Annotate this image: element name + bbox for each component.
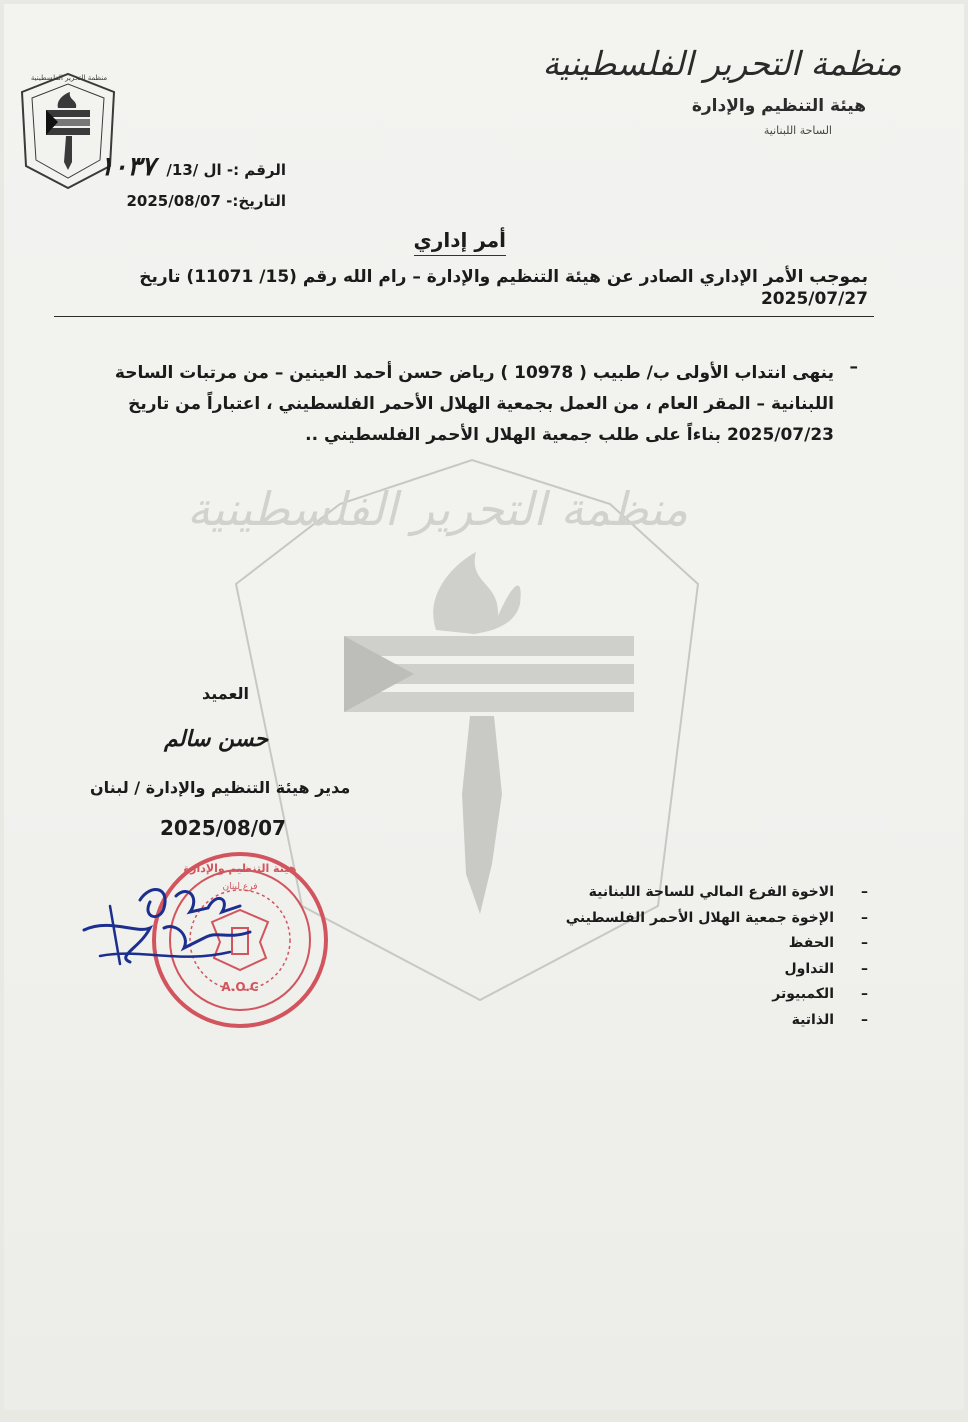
date-value: 2025/08/07 (126, 192, 221, 210)
reference-number (99, 152, 286, 182)
list-item: – التداول (784, 960, 868, 977)
watermark-torch-flame (433, 552, 520, 634)
reference-label: الرقم :- ال /13/ (166, 161, 286, 179)
stamp-abbreviation: A.O.C (221, 980, 259, 994)
document-title: أمر إداري (414, 228, 506, 256)
logo-text: منظمة التحرير الفلسطينية (30, 74, 108, 82)
watermark-flag-bar-3 (344, 692, 634, 712)
stamp-text-top: هيئة التنظيم والإدارة (183, 862, 297, 875)
document-page (4, 4, 964, 1410)
list-item: – الإخوة جمعية الهلال الأحمر الفلسطيني (565, 909, 868, 926)
body-paragraph: ينهى انتداب الأولى ب/ طبيب ( 10978 ) رياض حسن أحمد العينين – من مرتبات الساحة اللبنانية – المقر العام ، من العمل بجمعية الهلال الأحمر الفلسطيني ، اعتباراً من تاريخ 2025/07/23 بناءاً على طلب جمعية الهلال الأحمر الفلسطيني .. (114, 363, 834, 445)
watermark-text: منظمة التحرير الفلسطينية (186, 482, 688, 536)
reference-handwritten-number: ١٠٣٧ (99, 152, 156, 182)
preamble-underline (54, 316, 874, 317)
watermark-map-shape (462, 716, 502, 914)
body-bullet-dash: – (849, 357, 858, 377)
signatory-rank: العميد (202, 684, 250, 703)
signature-date: 2025/08/07 (160, 816, 286, 840)
logo-flame-icon (58, 92, 77, 108)
signatory-role: مدير هيئة التنظيم والإدارة / لبنان (90, 778, 351, 797)
list-item: – الاخوة الفرع المالي للساحة اللبنانية (588, 884, 868, 900)
list-item: – الكمبيوتر (772, 986, 868, 1002)
watermark-emblem (4, 4, 964, 1410)
preamble: بموجب الأمر الإداري الصادر عن هيئة التنظيم والإدارة – رام الله رقم (15/ 11071) تاريخ 2025/07/27 (139, 267, 868, 309)
date-label: التاريخ:- (226, 192, 286, 210)
distribution-list (528, 880, 868, 1033)
list-item: – الذاتية (791, 1011, 868, 1028)
region-name: الساحة اللبنانية (763, 124, 832, 137)
stamp-text-sub: فرع لبنان (222, 882, 258, 892)
reference-date (126, 192, 286, 210)
handwritten-signature (80, 878, 290, 988)
signatory-name: حسن سالم (164, 726, 269, 752)
list-item: – الحفظ (788, 935, 868, 951)
organization-name: منظمة التحرير الفلسطينية (542, 44, 902, 83)
watermark-flag-bar-1 (344, 636, 634, 656)
department-name: هيئة التنظيم والإدارة (691, 96, 866, 116)
